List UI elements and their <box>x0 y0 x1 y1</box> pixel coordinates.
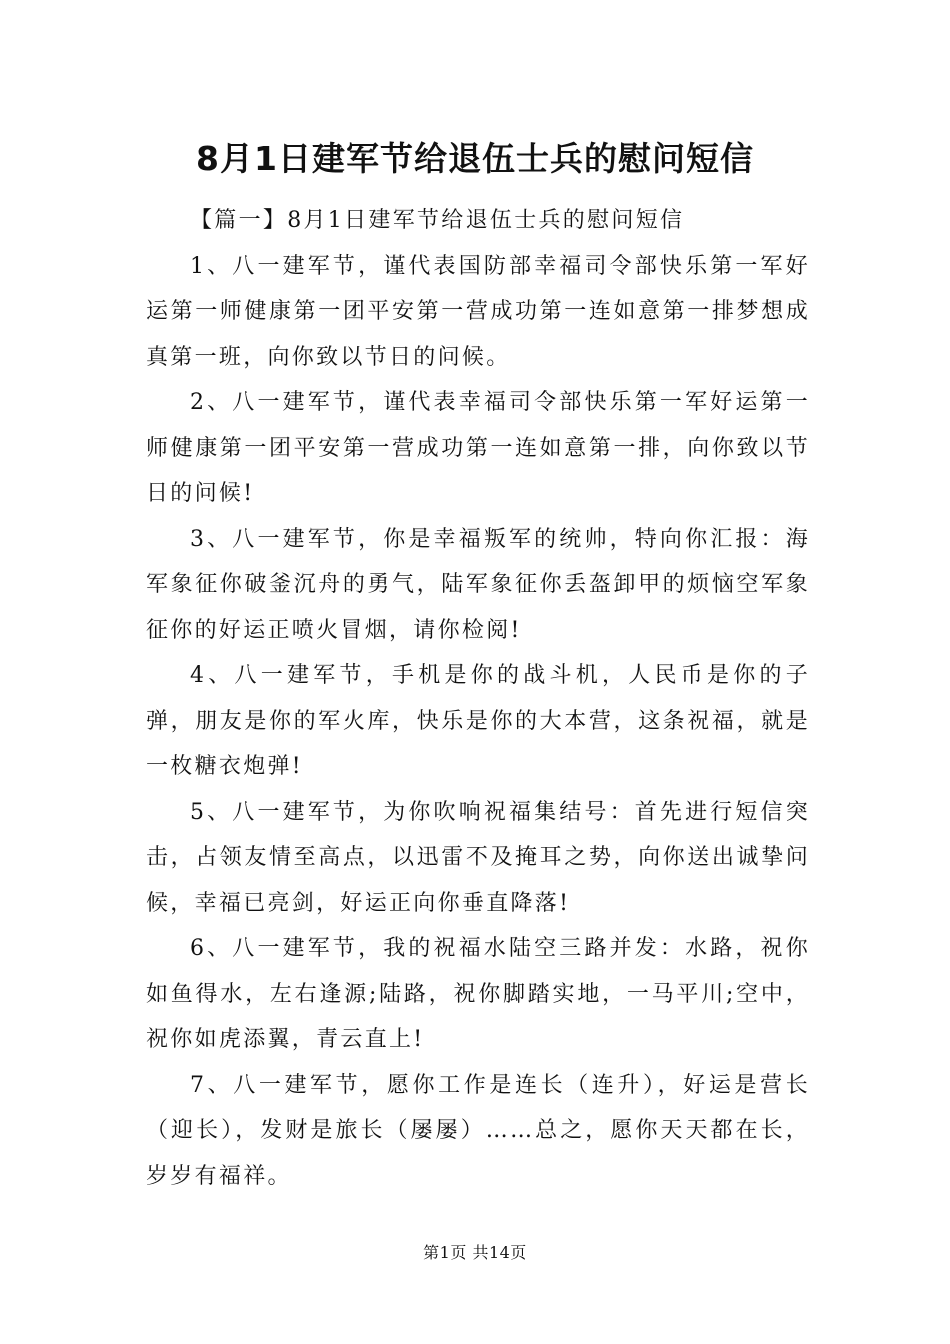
page-number-footer: 第1页 共14页 <box>423 1243 527 1262</box>
document-title: 8月1日建军节给退伍士兵的慰问短信 <box>196 139 754 178</box>
document-body <box>146 198 810 1199</box>
paragraph-1: 1、八一建军节，谨代表国防部幸福司令部快乐第一军好运第一师健康第一团平安第一营成功第一连如意第一排梦想成真第一班，向你致以节日的问候。 <box>146 253 810 370</box>
paragraph-5: 5、八一建军节，为你吹响祝福集结号：首先进行短信突击，占领友情至高点，以迅雷不及掩耳之势，向你送出诚挚问候，幸福已亮剑，好运正向你垂直降落! <box>146 799 810 916</box>
paragraph-4: 4、八一建军节，手机是你的战斗机，人民币是你的子弹，朋友是你的军火库，快乐是你的大本营，这条祝福，就是一枚糖衣炮弹! <box>146 663 810 779</box>
section-heading: 【篇一】8月1日建军节给退伍士兵的慰问短信 <box>190 208 685 233</box>
paragraph-2: 2、八一建军节，谨代表幸福司令部快乐第一军好运第一师健康第一团平安第一营成功第一连如意第一排，向你致以节日的问候! <box>146 390 810 506</box>
paragraph-6: 6、八一建军节，我的祝福水陆空三路并发：水路，祝你如鱼得水，左右逢源;陆路，祝你脚踏实地，一马平川;空中，祝你如虎添翼，青云直上! <box>146 936 810 1052</box>
paragraph-7: 7、八一建军节，愿你工作是连长（连升），好运是营长（迎长），发财是旅长（屡屡）……总之，愿你天天都在长，岁岁有福祥。 <box>146 1072 810 1189</box>
paragraph-3: 3、八一建军节，你是幸福叛军的统帅，特向你汇报：海军象征你破釜沉舟的勇气，陆军象征你丢盔卸甲的烦恼空军象征你的好运正喷火冒烟，请你检阅! <box>146 526 810 643</box>
